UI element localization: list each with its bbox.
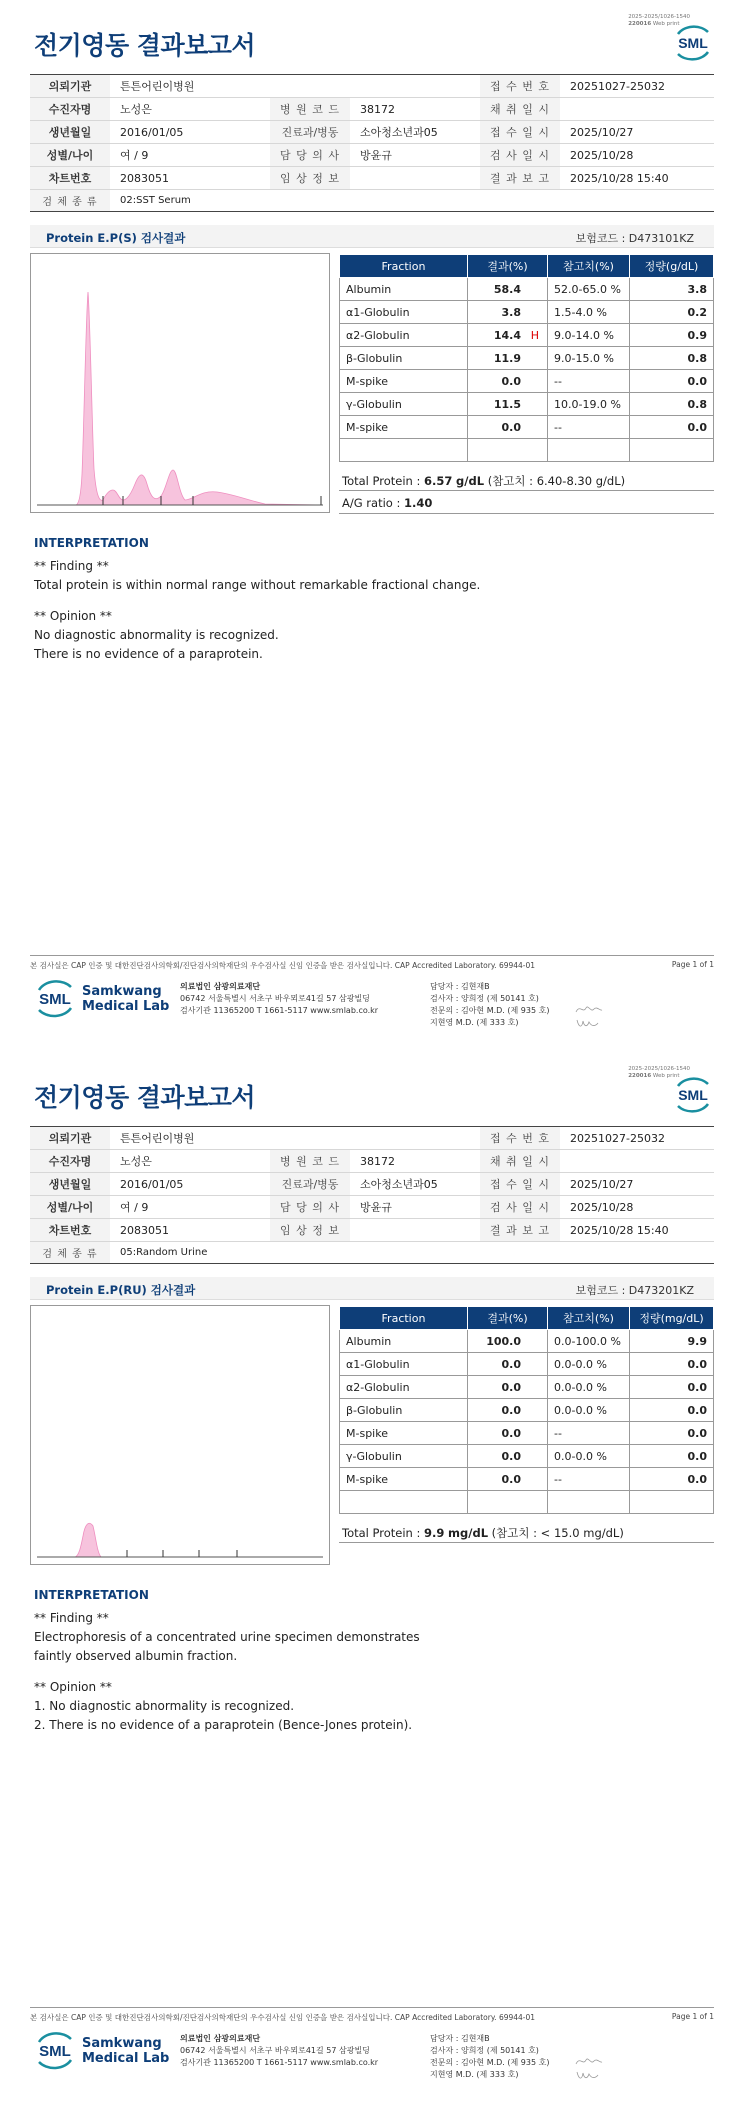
lab-name — [82, 2036, 169, 2066]
logo-text: SML — [678, 1087, 708, 1103]
result-row — [340, 370, 714, 393]
opinion-heading: ** Opinion ** — [34, 609, 112, 623]
result-value — [468, 393, 548, 416]
header-result: 결과(%) — [468, 1307, 548, 1330]
result-value — [468, 347, 548, 370]
label-receipt-date: 접 수 일 시 — [480, 1173, 560, 1196]
opinion-text: 1. No diagnostic abnormality is recognized. — [34, 1699, 295, 1713]
result-value — [468, 1491, 548, 1514]
fraction-name: Albumin — [340, 278, 468, 301]
label-dept: 진료과/병동 — [270, 121, 350, 144]
result-number: 0.0 — [501, 374, 521, 388]
interpretation — [34, 1586, 420, 1735]
label-doctor: 담 당 의 사 — [270, 1196, 350, 1219]
reference-range: -- — [548, 1468, 630, 1491]
institution-name: 의료법인 삼광의료재단 — [180, 982, 261, 991]
finding-heading: ** Finding ** — [34, 1611, 109, 1625]
hospital-code-value: 38172 — [350, 1150, 480, 1173]
result-row — [340, 1376, 714, 1399]
reference-range: 0.0-0.0 % — [548, 1353, 630, 1376]
label-patient: 수진자명 — [30, 98, 110, 121]
result-value — [468, 324, 548, 347]
receipt-no-value: 20251027-25032 — [560, 75, 714, 98]
finding-text: Total protein is within normal range without remarkable fractional change. — [34, 578, 481, 592]
header-fraction: Fraction — [340, 1307, 468, 1330]
quantity-value: 0.2 — [630, 301, 714, 324]
label-specimen: 검 체 종 류 — [30, 1242, 110, 1264]
label-clinical: 임 상 정 보 — [270, 167, 350, 190]
footnote-text: 본 검사실은 CAP 인증 및 대한진단검사의학회/진단검사의학재단의 우수검사실 신임 인증을 받은 검사실입니다. CAP Accredited Laboratory. 69944-01 — [30, 961, 536, 970]
total-protein — [339, 1521, 714, 1543]
quantity-value: 0.0 — [630, 1468, 714, 1491]
chart-no-value: 2083051 — [110, 1219, 270, 1242]
result-value — [468, 370, 548, 393]
patient-value: 노성은 — [110, 98, 270, 121]
result-row — [340, 1422, 714, 1445]
electrophoresis-graph — [30, 1305, 330, 1565]
label-sex-age: 성별/나이 — [30, 144, 110, 167]
fraction-name: β-Globulin — [340, 1399, 468, 1422]
quantity-value: 0.0 — [630, 1399, 714, 1422]
reference-range: -- — [548, 416, 630, 439]
receipt-date-value: 2025/10/27 — [560, 1173, 714, 1196]
logo-text: SML — [39, 2043, 71, 2060]
reference-range — [548, 439, 630, 462]
label-hospital-code: 병 원 코 드 — [270, 98, 350, 121]
result-row — [340, 347, 714, 370]
label-chart: 차트번호 — [30, 1219, 110, 1242]
footnote-text: 본 검사실은 CAP 인증 및 대한진단검사의학회/진단검사의학재단의 우수검사실 신임 인증을 받은 검사실입니다. CAP Accredited Laboratory. 69944-01 — [30, 2013, 536, 2022]
dept-value: 소아청소년과05 — [350, 1173, 480, 1196]
result-row — [340, 1399, 714, 1422]
report-date-value: 2025/10/28 15:40 — [560, 167, 714, 190]
ag-label: A/G ratio : — [342, 496, 405, 510]
label-specimen: 검 체 종 류 — [30, 190, 110, 212]
contact-text: 검사기관 11365200 T 1661-5117 www.smlab.co.kr — [180, 1006, 379, 1015]
collect-date-value — [560, 98, 714, 121]
section-header — [30, 225, 714, 248]
birth-value: 2016/01/05 — [110, 1173, 270, 1196]
fraction-name: γ-Globulin — [340, 1445, 468, 1468]
header-quantity: 정량(g/dL) — [630, 255, 714, 278]
label-test-date: 검 사 일 시 — [480, 144, 560, 167]
reference-range: 0.0-0.0 % — [548, 1445, 630, 1468]
page-number: Page 1 of 1 — [671, 960, 714, 969]
patient-info-table — [30, 74, 714, 212]
lab-name — [82, 984, 169, 1014]
sml-logo-icon — [34, 2030, 76, 2070]
header-quantity: 정량(mg/dL) — [630, 1307, 714, 1330]
reference-range: -- — [548, 370, 630, 393]
reference-range: 9.0-14.0 % — [548, 324, 630, 347]
clinical-value — [350, 167, 480, 190]
stamp-line: 2025-2025/1026-1540 — [628, 1066, 690, 1072]
clinic-value: 튼튼어린이병원 — [110, 1127, 480, 1150]
result-number: 0.0 — [501, 1472, 521, 1486]
footer — [34, 978, 714, 1048]
address-text: 06742 서울특별시 서초구 바우뫼로41길 57 삼광빌딩 — [180, 2046, 370, 2055]
footer — [34, 2030, 714, 2100]
staff-line: 담당자 : 김현재B — [430, 2034, 490, 2043]
result-number: 11.5 — [493, 397, 521, 411]
quantity-value: 0.9 — [630, 324, 714, 347]
total-protein-value: 6.57 — [424, 474, 453, 488]
institution-name: 의료법인 삼광의료재단 — [180, 2034, 261, 2043]
result-value — [468, 1445, 548, 1468]
section-title: Protein E.P(S) 검사결과 — [46, 231, 186, 245]
result-row — [340, 278, 714, 301]
staff-list — [430, 2033, 549, 2081]
doctor-value: 방윤규 — [350, 1196, 480, 1219]
label-birth: 생년월일 — [30, 121, 110, 144]
stamp-line: 220016 — [628, 1073, 652, 1079]
fraction-name — [340, 439, 468, 462]
label-clinic: 의뢰기관 — [30, 75, 110, 98]
section-title: Protein E.P(RU) 검사결과 — [46, 1283, 196, 1297]
insurance-code: 보험코드 : D473101KZ — [575, 232, 694, 245]
fraction-name: α1-Globulin — [340, 1353, 468, 1376]
result-number: 0.0 — [501, 1426, 521, 1440]
header-reference: 참고치(%) — [548, 255, 630, 278]
quantity-value: 0.0 — [630, 416, 714, 439]
signature-icon — [574, 1002, 604, 1016]
lab-name-line: Medical Lab — [82, 999, 170, 1014]
quantity-value: 0.0 — [630, 1422, 714, 1445]
result-number: 11.9 — [493, 351, 521, 365]
result-value — [468, 301, 548, 324]
insurance-code: 보험코드 : D473201KZ — [575, 1284, 694, 1297]
staff-line: 전문의 : 김아현 M.D. (제 935 호) — [430, 1006, 550, 1015]
protein-peak-curve — [37, 292, 323, 505]
result-number: 0.0 — [501, 420, 521, 434]
label-report-date: 결 과 보 고 — [480, 167, 560, 190]
birth-value: 2016/01/05 — [110, 121, 270, 144]
test-date-value: 2025/10/28 — [560, 1196, 714, 1219]
quantity-value — [630, 1491, 714, 1514]
result-number: 0.0 — [501, 1449, 521, 1463]
result-row — [340, 393, 714, 416]
result-number: 100.0 — [486, 1334, 521, 1348]
result-value — [468, 1422, 548, 1445]
quantity-value: 0.0 — [630, 1376, 714, 1399]
label-hospital-code: 병 원 코 드 — [270, 1150, 350, 1173]
finding-heading: ** Finding ** — [34, 559, 109, 573]
staff-list — [430, 981, 549, 1029]
report-date-value: 2025/10/28 15:40 — [560, 1219, 714, 1242]
fraction-name: Albumin — [340, 1330, 468, 1353]
clinical-value — [350, 1219, 480, 1242]
stamp-line: Web print — [652, 21, 680, 27]
result-value — [468, 439, 548, 462]
result-flag: H — [530, 329, 539, 342]
result-row — [340, 416, 714, 439]
label-patient: 수진자명 — [30, 1150, 110, 1173]
clinic-value: 튼튼어린이병원 — [110, 75, 480, 98]
signature-icon — [574, 2054, 604, 2068]
label-report-date: 결 과 보 고 — [480, 1219, 560, 1242]
reference-range: 1.5-4.0 % — [548, 301, 630, 324]
quantity-value: 9.9 — [630, 1330, 714, 1353]
fraction-name — [340, 1491, 468, 1514]
lab-address — [180, 981, 378, 1017]
result-number: 0.0 — [501, 1357, 521, 1371]
fraction-name: M-spike — [340, 1468, 468, 1491]
sml-logo-icon — [672, 24, 714, 62]
reference-range: 9.0-15.0 % — [548, 347, 630, 370]
signature-icon — [574, 2068, 600, 2082]
total-protein-value: 9.9 — [424, 1526, 445, 1540]
result-row — [340, 1353, 714, 1376]
result-value — [468, 1330, 548, 1353]
contact-text: 검사기관 11365200 T 1661-5117 www.smlab.co.kr — [180, 2058, 379, 2067]
electrophoresis-graph — [30, 253, 330, 513]
result-table — [339, 254, 714, 462]
lab-name-line: Samkwang — [82, 984, 162, 999]
result-number: 0.0 — [501, 1403, 521, 1417]
result-row — [340, 324, 714, 347]
quantity-value: 0.0 — [630, 370, 714, 393]
reference-range: 0.0-0.0 % — [548, 1376, 630, 1399]
interpretation-heading: INTERPRETATION — [34, 1588, 149, 1602]
result-number: 0.0 — [501, 1380, 521, 1394]
total-protein-ref: (참고치 : 6.40-8.30 g/dL) — [484, 474, 626, 488]
collect-date-value — [560, 1150, 714, 1173]
label-receipt-no: 접 수 번 호 — [480, 75, 560, 98]
header-reference: 참고치(%) — [548, 1307, 630, 1330]
result-value — [468, 1468, 548, 1491]
label-doctor: 담 당 의 사 — [270, 144, 350, 167]
receipt-date-value: 2025/10/27 — [560, 121, 714, 144]
electrophoresis-curve — [31, 1306, 329, 1564]
staff-line: 검사자 : 양희정 (제 50141 호) — [430, 2046, 539, 2055]
opinion-text: No diagnostic abnormality is recognized. — [34, 628, 279, 642]
specimen-value: 02:SST Serum — [110, 190, 714, 212]
label-receipt-date: 접 수 일 시 — [480, 121, 560, 144]
logo-text: SML — [678, 35, 708, 51]
logo-text: SML — [39, 991, 71, 1008]
protein-peak-curve — [37, 1523, 323, 1557]
stamp-line: 220016 — [628, 21, 652, 27]
fraction-name: γ-Globulin — [340, 393, 468, 416]
doctor-value: 방윤규 — [350, 144, 480, 167]
ag-ratio — [339, 492, 714, 514]
result-row — [340, 301, 714, 324]
report-title: 전기영동 결과보고서 — [34, 31, 256, 60]
staff-line: 전문의 : 김아현 M.D. (제 935 호) — [430, 2058, 550, 2067]
reference-range: 0.0-100.0 % — [548, 1330, 630, 1353]
fraction-name: M-spike — [340, 1422, 468, 1445]
opinion-text: There is no evidence of a paraprotein. — [34, 647, 263, 661]
fraction-name: M-spike — [340, 416, 468, 439]
reference-range: 0.0-0.0 % — [548, 1399, 630, 1422]
quantity-value — [630, 439, 714, 462]
quantity-value: 0.0 — [630, 1445, 714, 1468]
quantity-value: 0.8 — [630, 347, 714, 370]
ag-value: 1.40 — [404, 496, 433, 510]
label-dept: 진료과/병동 — [270, 1173, 350, 1196]
sml-logo-icon — [672, 1076, 714, 1114]
quantity-value: 0.8 — [630, 393, 714, 416]
total-protein-label: Total Protein : — [342, 1526, 425, 1540]
staff-line: 검사자 : 양희정 (제 50141 호) — [430, 994, 539, 1003]
interpretation — [34, 534, 480, 664]
fraction-name: M-spike — [340, 370, 468, 393]
header-result: 결과(%) — [468, 255, 548, 278]
lab-name-line: Samkwang — [82, 2036, 162, 2051]
result-number: 3.8 — [501, 305, 521, 319]
result-table — [339, 1306, 714, 1514]
electrophoresis-curve — [31, 254, 329, 512]
label-collect-date: 채 취 일 시 — [480, 1150, 560, 1173]
total-protein-unit: mg/dL — [448, 1526, 489, 1540]
report-title: 전기영동 결과보고서 — [34, 1083, 256, 1112]
total-protein-ref: (참고치 : < 15.0 mg/dL) — [488, 1526, 624, 1540]
accreditation-footnote — [30, 2007, 714, 2023]
result-row — [340, 1468, 714, 1491]
total-protein-unit: g/dL — [456, 474, 485, 488]
total-protein-label: Total Protein : — [342, 474, 425, 488]
address-text: 06742 서울특별시 서초구 바우뫼로41길 57 삼광빌딩 — [180, 994, 370, 1003]
result-value — [468, 1376, 548, 1399]
header-fraction: Fraction — [340, 255, 468, 278]
result-number: 58.4 — [493, 282, 521, 296]
label-birth: 생년월일 — [30, 1173, 110, 1196]
lab-name-line: Medical Lab — [82, 2051, 170, 2066]
result-row — [340, 439, 714, 462]
label-receipt-no: 접 수 번 호 — [480, 1127, 560, 1150]
staff-line: 지현영 M.D. (제 333 호) — [430, 1018, 519, 1027]
label-chart: 차트번호 — [30, 167, 110, 190]
finding-text: Electrophoresis of a concentrated urine specimen demonstrates — [34, 1630, 420, 1644]
accreditation-footnote — [30, 955, 714, 971]
receipt-no-value: 20251027-25032 — [560, 1127, 714, 1150]
patient-info-table — [30, 1126, 714, 1264]
fraction-name: α2-Globulin — [340, 324, 468, 347]
result-value — [468, 1353, 548, 1376]
signature-icon — [574, 1016, 600, 1030]
quantity-value: 3.8 — [630, 278, 714, 301]
reference-range: 10.0-19.0 % — [548, 393, 630, 416]
interpretation-heading: INTERPRETATION — [34, 536, 149, 550]
report-page — [0, 1052, 744, 2104]
label-test-date: 검 사 일 시 — [480, 1196, 560, 1219]
hospital-code-value: 38172 — [350, 98, 480, 121]
result-value — [468, 1399, 548, 1422]
fraction-name: α1-Globulin — [340, 301, 468, 324]
label-clinical: 임 상 정 보 — [270, 1219, 350, 1242]
lab-address — [180, 2033, 378, 2069]
result-value — [468, 416, 548, 439]
sex-age-value: 여 / 9 — [110, 1196, 270, 1219]
quantity-value: 0.0 — [630, 1353, 714, 1376]
result-value — [468, 278, 548, 301]
result-number: 14.4 — [493, 328, 521, 342]
chart-no-value: 2083051 — [110, 167, 270, 190]
staff-line: 지현영 M.D. (제 333 호) — [430, 2070, 519, 2079]
opinion-heading: ** Opinion ** — [34, 1680, 112, 1694]
label-clinic: 의뢰기관 — [30, 1127, 110, 1150]
total-protein — [339, 469, 714, 491]
dept-value: 소아청소년과05 — [350, 121, 480, 144]
test-date-value: 2025/10/28 — [560, 144, 714, 167]
stamp-line: 2025-2025/1026-1540 — [628, 14, 690, 20]
finding-text: faintly observed albumin fraction. — [34, 1649, 238, 1663]
sex-age-value: 여 / 9 — [110, 144, 270, 167]
result-row — [340, 1445, 714, 1468]
specimen-value: 05:Random Urine — [110, 1242, 714, 1264]
stamp-line: Web print — [652, 1073, 680, 1079]
result-row — [340, 1330, 714, 1353]
page-number: Page 1 of 1 — [671, 2012, 714, 2021]
fraction-name: β-Globulin — [340, 347, 468, 370]
patient-value: 노성은 — [110, 1150, 270, 1173]
reference-range — [548, 1491, 630, 1514]
reference-range: -- — [548, 1422, 630, 1445]
result-row — [340, 1491, 714, 1514]
section-header — [30, 1277, 714, 1300]
fraction-name: α2-Globulin — [340, 1376, 468, 1399]
label-sex-age: 성별/나이 — [30, 1196, 110, 1219]
staff-line: 담당자 : 김현재B — [430, 982, 490, 991]
label-collect-date: 채 취 일 시 — [480, 98, 560, 121]
sml-logo-icon — [34, 978, 76, 1018]
reference-range: 52.0-65.0 % — [548, 278, 630, 301]
opinion-text: 2. There is no evidence of a paraprotein (Bence-Jones protein). — [34, 1718, 413, 1732]
